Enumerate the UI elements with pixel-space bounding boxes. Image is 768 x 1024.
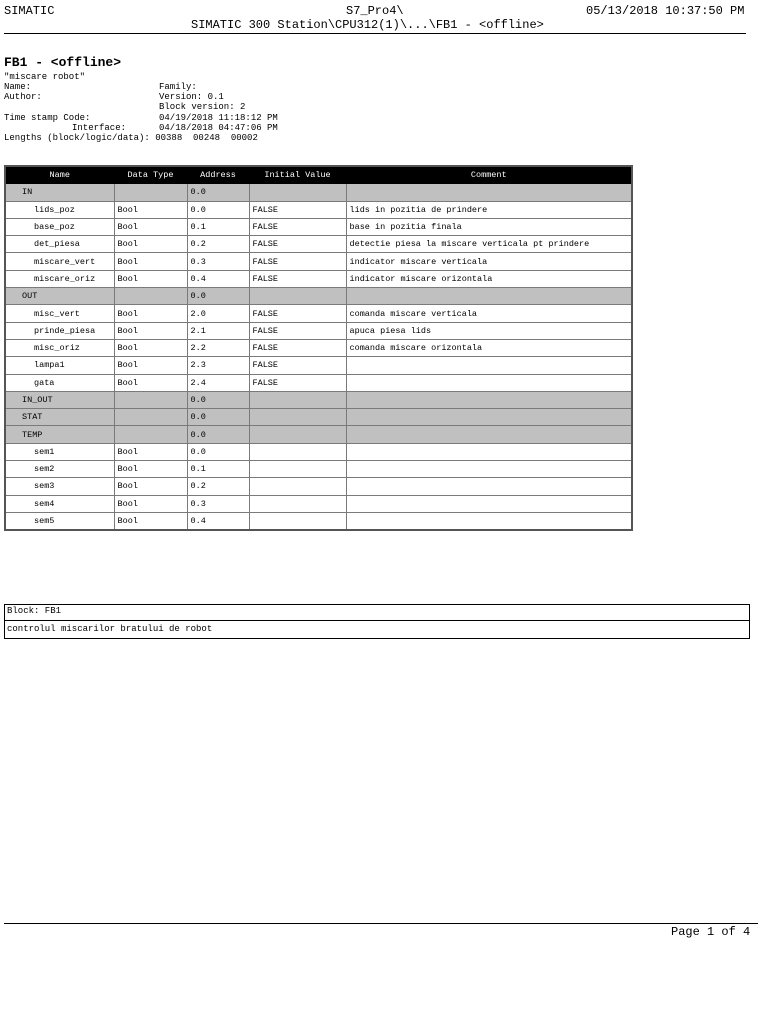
cell-address: 2.3 <box>187 357 249 374</box>
cell-name: IN_OUT <box>5 391 114 408</box>
cell-data-type <box>114 409 187 426</box>
header-datetime: 05/13/2018 10:37:50 PM <box>586 4 745 18</box>
family-label: Family: <box>159 82 197 92</box>
block-label: Block: FB1 <box>7 606 62 616</box>
table-row <box>5 495 632 512</box>
cell-name: sem1 <box>5 443 114 460</box>
cell-comment <box>346 512 632 530</box>
cell-address: 0.0 <box>187 409 249 426</box>
section-row <box>5 288 632 305</box>
cell-address: 2.0 <box>187 305 249 322</box>
timestamp-code: 04/19/2018 11:18:12 PM <box>159 113 278 123</box>
cell-initial-value <box>249 409 346 426</box>
cell-comment <box>346 478 632 495</box>
cell-initial-value: FALSE <box>249 339 346 356</box>
cell-address: 0.3 <box>187 253 249 270</box>
cell-initial-value: FALSE <box>249 270 346 287</box>
cell-address: 2.4 <box>187 374 249 391</box>
cell-comment <box>346 443 632 460</box>
cell-name: sem4 <box>5 495 114 512</box>
version-label: Version: 0.1 <box>159 92 224 102</box>
cell-initial-value: FALSE <box>249 305 346 322</box>
cell-name: miscare_oriz <box>5 270 114 287</box>
cell-comment: indicator miscare verticala <box>346 253 632 270</box>
header-path: SIMATIC 300 Station\CPU312(1)\...\FB1 - <offline> <box>191 18 544 32</box>
cell-comment <box>346 495 632 512</box>
declaration-table-body <box>5 184 632 530</box>
table-row <box>5 201 632 218</box>
cell-address: 0.0 <box>187 184 249 201</box>
col-header-address: Address <box>187 166 249 184</box>
cell-comment: comanda miscare orizontala <box>346 339 632 356</box>
section-row <box>5 184 632 201</box>
cell-name: sem2 <box>5 461 114 478</box>
cell-initial-value <box>249 426 346 443</box>
cell-initial-value: FALSE <box>249 374 346 391</box>
cell-address: 0.3 <box>187 495 249 512</box>
cell-address: 0.1 <box>187 461 249 478</box>
block-label-box <box>4 604 750 621</box>
cell-initial-value: FALSE <box>249 357 346 374</box>
block-lengths: Lengths (block/logic/data): 00388 00248 00002 <box>4 133 258 143</box>
table-row <box>5 512 632 530</box>
page-number: Page 1 of 4 <box>671 925 751 939</box>
table-row <box>5 305 632 322</box>
cell-initial-value: FALSE <box>249 253 346 270</box>
cell-comment <box>346 409 632 426</box>
cell-data-type: Bool <box>114 357 187 374</box>
cell-name: prinde_piesa <box>5 322 114 339</box>
col-header-initial-value: Initial Value <box>249 166 346 184</box>
cell-address: 0.0 <box>187 391 249 408</box>
cell-address: 0.2 <box>187 478 249 495</box>
cell-name: miscare_vert <box>5 253 114 270</box>
cell-name: IN <box>5 184 114 201</box>
cell-initial-value: FALSE <box>249 218 346 235</box>
interface-time: 04/18/2018 04:47:06 PM <box>159 123 278 133</box>
cell-address: 0.2 <box>187 236 249 253</box>
cell-name: base_poz <box>5 218 114 235</box>
interface-label: Interface: <box>72 123 127 133</box>
cell-initial-value: FALSE <box>249 236 346 253</box>
cell-name: lampa1 <box>5 357 114 374</box>
cell-address: 0.0 <box>187 443 249 460</box>
cell-data-type <box>114 426 187 443</box>
table-row <box>5 374 632 391</box>
cell-address: 0.4 <box>187 512 249 530</box>
table-row <box>5 357 632 374</box>
col-header-name: Name <box>5 166 114 184</box>
header-app-name: SIMATIC <box>4 4 55 18</box>
cell-data-type: Bool <box>114 461 187 478</box>
cell-name: det_piesa <box>5 236 114 253</box>
cell-initial-value: FALSE <box>249 322 346 339</box>
cell-comment <box>346 461 632 478</box>
declaration-table <box>4 165 633 531</box>
cell-name: STAT <box>5 409 114 426</box>
block-version: Block version: 2 <box>159 102 246 112</box>
cell-address: 0.0 <box>187 288 249 305</box>
cell-comment <box>346 391 632 408</box>
cell-name: misc_oriz <box>5 339 114 356</box>
cell-comment <box>346 357 632 374</box>
cell-data-type: Bool <box>114 512 187 530</box>
cell-data-type: Bool <box>114 253 187 270</box>
cell-comment <box>346 184 632 201</box>
cell-address: 2.2 <box>187 339 249 356</box>
cell-data-type: Bool <box>114 218 187 235</box>
cell-address: 2.1 <box>187 322 249 339</box>
header-project: S7_Pro4\ <box>346 4 404 18</box>
cell-comment: lids in pozitia de prindere <box>346 201 632 218</box>
author-label: Author: <box>4 92 42 102</box>
cell-address: 0.4 <box>187 270 249 287</box>
section-row <box>5 426 632 443</box>
cell-initial-value <box>249 512 346 530</box>
cell-data-type <box>114 391 187 408</box>
cell-comment <box>346 288 632 305</box>
cell-name: sem5 <box>5 512 114 530</box>
cell-name: gata <box>5 374 114 391</box>
cell-initial-value <box>249 461 346 478</box>
cell-initial-value <box>249 443 346 460</box>
cell-address: 0.0 <box>187 426 249 443</box>
cell-data-type: Bool <box>114 443 187 460</box>
cell-comment <box>346 426 632 443</box>
cell-initial-value <box>249 288 346 305</box>
section-row <box>5 409 632 426</box>
table-row <box>5 270 632 287</box>
name-label: Name: <box>4 82 32 92</box>
cell-comment: indicator miscare orizontala <box>346 270 632 287</box>
cell-initial-value: FALSE <box>249 201 346 218</box>
table-row <box>5 236 632 253</box>
timestamp-label: Time stamp Code: <box>4 113 91 123</box>
cell-comment: detectie piesa la miscare verticala pt prindere <box>346 236 632 253</box>
cell-data-type: Bool <box>114 201 187 218</box>
header-rule <box>4 33 746 34</box>
table-row <box>5 339 632 356</box>
cell-name: sem3 <box>5 478 114 495</box>
cell-data-type <box>114 288 187 305</box>
cell-data-type: Bool <box>114 374 187 391</box>
cell-data-type: Bool <box>114 322 187 339</box>
col-header-comment: Comment <box>346 166 632 184</box>
cell-comment <box>346 374 632 391</box>
col-header-data-type: Data Type <box>114 166 187 184</box>
table-row <box>5 443 632 460</box>
cell-name: lids_poz <box>5 201 114 218</box>
cell-data-type: Bool <box>114 236 187 253</box>
table-row <box>5 478 632 495</box>
cell-address: 0.0 <box>187 201 249 218</box>
cell-data-type: Bool <box>114 478 187 495</box>
cell-name: TEMP <box>5 426 114 443</box>
table-row <box>5 461 632 478</box>
block-symbol: "miscare robot" <box>4 72 86 82</box>
section-row <box>5 391 632 408</box>
block-comment-box <box>4 620 750 639</box>
cell-initial-value <box>249 184 346 201</box>
cell-data-type: Bool <box>114 305 187 322</box>
table-row <box>5 322 632 339</box>
table-header-row <box>5 166 632 184</box>
block-comment: controlul miscarilor bratului de robot <box>7 624 213 634</box>
cell-data-type: Bool <box>114 270 187 287</box>
cell-initial-value <box>249 478 346 495</box>
cell-data-type <box>114 184 187 201</box>
block-title: FB1 - <offline> <box>4 55 122 70</box>
cell-comment: base in pozitia finala <box>346 218 632 235</box>
footer-rule <box>4 923 758 924</box>
cell-comment: comanda miscare verticala <box>346 305 632 322</box>
cell-initial-value <box>249 495 346 512</box>
table-row <box>5 218 632 235</box>
cell-data-type: Bool <box>114 495 187 512</box>
cell-data-type: Bool <box>114 339 187 356</box>
cell-comment: apuca piesa lids <box>346 322 632 339</box>
table-row <box>5 253 632 270</box>
cell-address: 0.1 <box>187 218 249 235</box>
cell-name: OUT <box>5 288 114 305</box>
cell-initial-value <box>249 391 346 408</box>
cell-name: misc_vert <box>5 305 114 322</box>
